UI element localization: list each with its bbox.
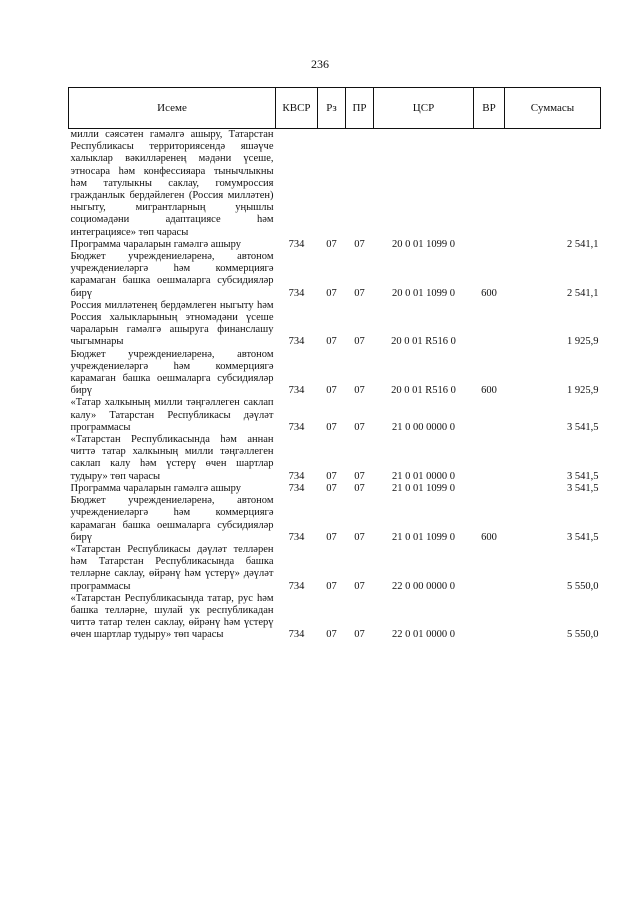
row-name: Бюджет учреждениеләренә, автоном учреждениеләргә һәм коммерциягә карамаган башка оешмаларга субсидияләр бирү <box>70 495 274 543</box>
row-rz: 07 <box>326 421 337 433</box>
row-pr: 07 <box>354 580 365 592</box>
row-csr: 21 0 01 0000 0 <box>392 470 455 482</box>
row-kvsr <box>276 129 318 239</box>
row-kvsr: 734 <box>288 287 305 299</box>
row-kvsr: 734 <box>288 531 305 543</box>
header-rz: Рз <box>318 88 346 129</box>
row-name: «Татарстан Республикасында һәм аннан читтә татар халкының милли тәңгәллеген саклап калу һәм үстерү өчен шартлар тудыру» төп чарасы <box>70 434 274 482</box>
row-vr: 600 <box>481 287 497 299</box>
row-pr: 07 <box>354 629 365 641</box>
header-sum: Суммасы <box>505 88 601 129</box>
row-rz: 07 <box>326 385 337 397</box>
table-row <box>69 349 601 398</box>
row-csr: 21 0 01 1099 0 <box>392 482 455 494</box>
row-rz: 07 <box>326 629 337 641</box>
row-pr <box>346 129 374 239</box>
row-kvsr: 734 <box>288 629 305 641</box>
row-kvsr: 734 <box>288 336 305 348</box>
row-sum: 3 541,5 <box>567 470 599 482</box>
row-vr <box>474 593 505 642</box>
row-pr: 07 <box>354 336 365 348</box>
table-row <box>69 495 601 544</box>
row-rz: 07 <box>326 470 337 482</box>
row-name: «Татарстан Республикасы дәүләт телләрен һәм Татарстан Республикасында башка телләрне саклау, өйрәнү һәм үстерү» дәүләт программасы <box>70 543 274 592</box>
row-rz: 07 <box>326 238 337 250</box>
row-kvsr: 734 <box>288 421 305 433</box>
row-kvsr: 734 <box>288 470 305 482</box>
row-kvsr: 734 <box>288 238 305 250</box>
row-sum: 1 925,9 <box>567 336 599 348</box>
row-sum: 3 541,5 <box>567 421 599 433</box>
row-pr: 07 <box>354 470 365 482</box>
row-vr: 600 <box>481 531 497 543</box>
row-name: Бюджет учреждениеләренә, автоном учреждениеләргә һәм коммерциягә карамаган башка оешмаларга субсидияләр бирү <box>70 348 274 397</box>
header-kvsr: КВСР <box>276 88 318 129</box>
row-csr: 20 0 01 1099 0 <box>392 287 455 299</box>
table-row <box>69 434 601 483</box>
row-rz: 07 <box>326 336 337 348</box>
row-rz: 07 <box>326 531 337 543</box>
row-vr <box>474 129 505 239</box>
row-vr: 600 <box>481 385 497 397</box>
row-kvsr: 734 <box>288 385 305 397</box>
table-row <box>69 593 601 642</box>
row-vr <box>474 483 505 495</box>
row-name: Программа чараларын гамәлгә ашыру <box>70 482 241 494</box>
row-sum: 2 541,1 <box>567 287 599 299</box>
header-vr: ВР <box>474 88 505 129</box>
row-rz <box>318 129 346 239</box>
row-kvsr: 734 <box>288 580 305 592</box>
table-row <box>69 544 601 593</box>
table-row <box>69 300 601 349</box>
row-kvsr: 734 <box>288 482 305 494</box>
row-csr: 21 0 00 0000 0 <box>392 421 455 433</box>
budget-table <box>68 87 601 642</box>
row-sum: 3 541,5 <box>567 531 599 543</box>
row-sum: 2 541,1 <box>567 238 599 250</box>
table-row <box>69 251 601 300</box>
row-pr: 07 <box>354 287 365 299</box>
row-csr: 22 0 00 0000 0 <box>392 580 455 592</box>
row-sum: 5 550,0 <box>567 580 599 592</box>
row-sum: 5 550,0 <box>567 629 599 641</box>
row-pr: 07 <box>354 385 365 397</box>
row-pr: 07 <box>354 421 365 433</box>
row-name: Россия милләтенең бердәмлеген ныгыту һәм Россия халыкларының этномәдәни үсеше чараларын гамәлгә ашыруга финанслашу чыгымнары <box>70 299 274 348</box>
row-pr: 07 <box>354 238 365 250</box>
row-sum: 3 541,5 <box>567 482 599 494</box>
row-vr <box>474 239 505 251</box>
row-name: «Татар халкының милли тәңгәллеген саклап калу» Татарстан Республикасы дәүләт программасы <box>70 397 274 433</box>
row-vr <box>474 434 505 483</box>
row-name: Программа чараларын гамәлгә ашыру <box>70 238 241 250</box>
row-name: милли сәясәтен гамәлгә ашыру, Татарстан Республикасы территориясендә яшәүче халыклар вәкилләренең мәдәни үсеше, этносара һәм конфессияара тынычлыкны һәм татулыкны саклау, гомумроссия гражданлык бердәйлеген (Россия милләтен) ныгыту, мигрантларның уңышлы социомәдәни адаптациясе һәм интеграциясе» төп чарасы <box>70 129 274 238</box>
row-vr <box>474 544 505 593</box>
header-csr: ЦСР <box>374 88 474 129</box>
table-row <box>69 397 601 434</box>
page-number: 236 <box>311 57 329 71</box>
row-rz: 07 <box>326 287 337 299</box>
table-row <box>69 239 601 251</box>
row-sum: 1 925,9 <box>567 385 599 397</box>
row-csr <box>374 129 474 239</box>
row-pr: 07 <box>354 531 365 543</box>
row-csr: 20 0 01 R516 0 <box>391 385 456 397</box>
row-rz: 07 <box>326 580 337 592</box>
row-vr <box>474 300 505 349</box>
table-row <box>69 483 601 495</box>
row-sum <box>505 129 601 239</box>
row-name: «Татарстан Республикасында татар, рус һәм башка телләрне, шулай ук республикадан читтә татар телен саклау, өйрәнү һәм үстерү өчен шартлар тудыру» төп чарасы <box>70 592 274 641</box>
row-csr: 20 0 01 1099 0 <box>392 238 455 250</box>
row-csr: 20 0 01 R516 0 <box>391 336 456 348</box>
row-csr: 22 0 01 0000 0 <box>392 629 455 641</box>
row-pr: 07 <box>354 482 365 494</box>
header-pr: ПР <box>346 88 374 129</box>
header-name: Исеме <box>69 88 276 129</box>
row-rz: 07 <box>326 482 337 494</box>
row-name: Бюджет учреждениеләренә, автоном учреждениеләргә һәм коммерциягә карамаган башка оешмаларга субсидияләр бирү <box>70 251 274 299</box>
row-csr: 21 0 01 1099 0 <box>392 531 455 543</box>
table-header-row <box>69 88 601 129</box>
row-vr <box>474 397 505 434</box>
table-row <box>69 129 601 239</box>
